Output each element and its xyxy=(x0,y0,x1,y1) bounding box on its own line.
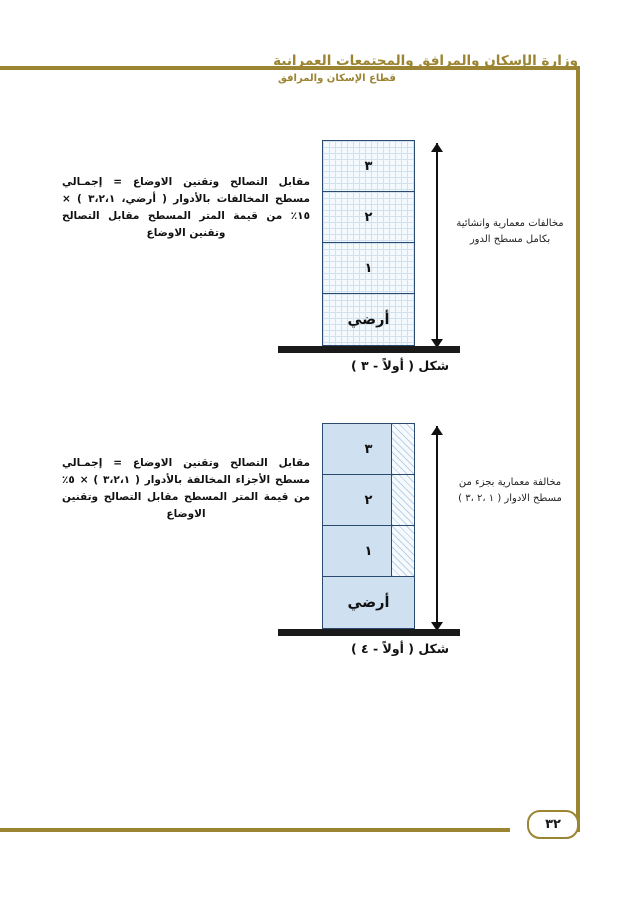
frame-bottom-rule xyxy=(0,828,510,832)
page-header xyxy=(273,52,578,85)
arrow-head-up-icon xyxy=(431,426,443,435)
floor-label: ١ xyxy=(364,260,373,276)
dimension-line xyxy=(436,143,438,348)
floor-label: ١ xyxy=(364,543,373,559)
figure-2-side-note: مخالفة معمارية بجزء من مسطح الادوار ( ١ ،٢ ،٣ ) xyxy=(458,477,562,504)
ministry-title: وزارة الإسكان والمرافق والمجتمعات العمرانية xyxy=(273,53,578,69)
figure-2-building xyxy=(322,423,415,629)
floor-label: ٢ xyxy=(364,492,373,508)
violation-hatch-strip xyxy=(391,424,414,474)
frame-right-rule xyxy=(576,66,580,832)
violation-hatch-strip xyxy=(391,526,414,576)
figure-1-dimension-arrow xyxy=(430,143,444,348)
figure-2-floor-1 xyxy=(323,526,414,577)
figure-1-floor-ground xyxy=(323,294,414,345)
figure-1-building xyxy=(322,140,415,346)
figure-1-ground-line xyxy=(278,346,460,353)
dimension-line xyxy=(436,426,438,631)
figure-1-side-note: مخالفات معمارية وانشائية بكامل مسطح الدور xyxy=(456,218,564,245)
figure-2-floor-2 xyxy=(323,475,414,526)
figure-1-floor-1 xyxy=(323,243,414,294)
floor-label: ٢ xyxy=(364,209,373,225)
figure-2-floor-3 xyxy=(323,424,414,475)
figure-2-caption: شكل ( أولاً - ٤ ) xyxy=(350,641,450,656)
figure-2-formula: مقابل التصالح وتقنين الاوضاع = إجمـالي مسطح الأجزاء المخالفة بالأدوار ( ٣،٢،١ ) × ٥٪ من قيمة المتر المسطح مقابل التصالح وتقنين الاوضاع xyxy=(62,457,310,520)
page-number-badge: ٣٢ xyxy=(527,810,579,839)
floor-label: ٣ xyxy=(364,158,373,174)
ministry-subtitle: قطاع الإسكان والمرافق xyxy=(278,73,396,85)
floor-label: أرضي xyxy=(347,594,390,611)
figure-1-caption: شكل ( أولاً - ٣ ) xyxy=(350,358,450,373)
floor-label: ٣ xyxy=(364,441,373,457)
arrow-head-up-icon xyxy=(431,143,443,152)
violation-hatch-strip xyxy=(391,475,414,525)
figure-2-floor-ground xyxy=(323,577,414,628)
floor-label: أرضي xyxy=(347,311,390,328)
figure-1-floor-2 xyxy=(323,192,414,243)
figure-1-floor-3 xyxy=(323,141,414,192)
figure-2-ground-line xyxy=(278,629,460,636)
figure-2-dimension-arrow xyxy=(430,426,444,631)
figure-1-formula: مقابل التصالح وتقنين الاوضاع = إجمـالي مسطح المخالفات بالأدوار ( أرضي، ٣،٢،١ ) × ١٥٪ من قيمة المتر المسطح مقابل التصالح وتقنين الاوضاع xyxy=(62,176,310,239)
